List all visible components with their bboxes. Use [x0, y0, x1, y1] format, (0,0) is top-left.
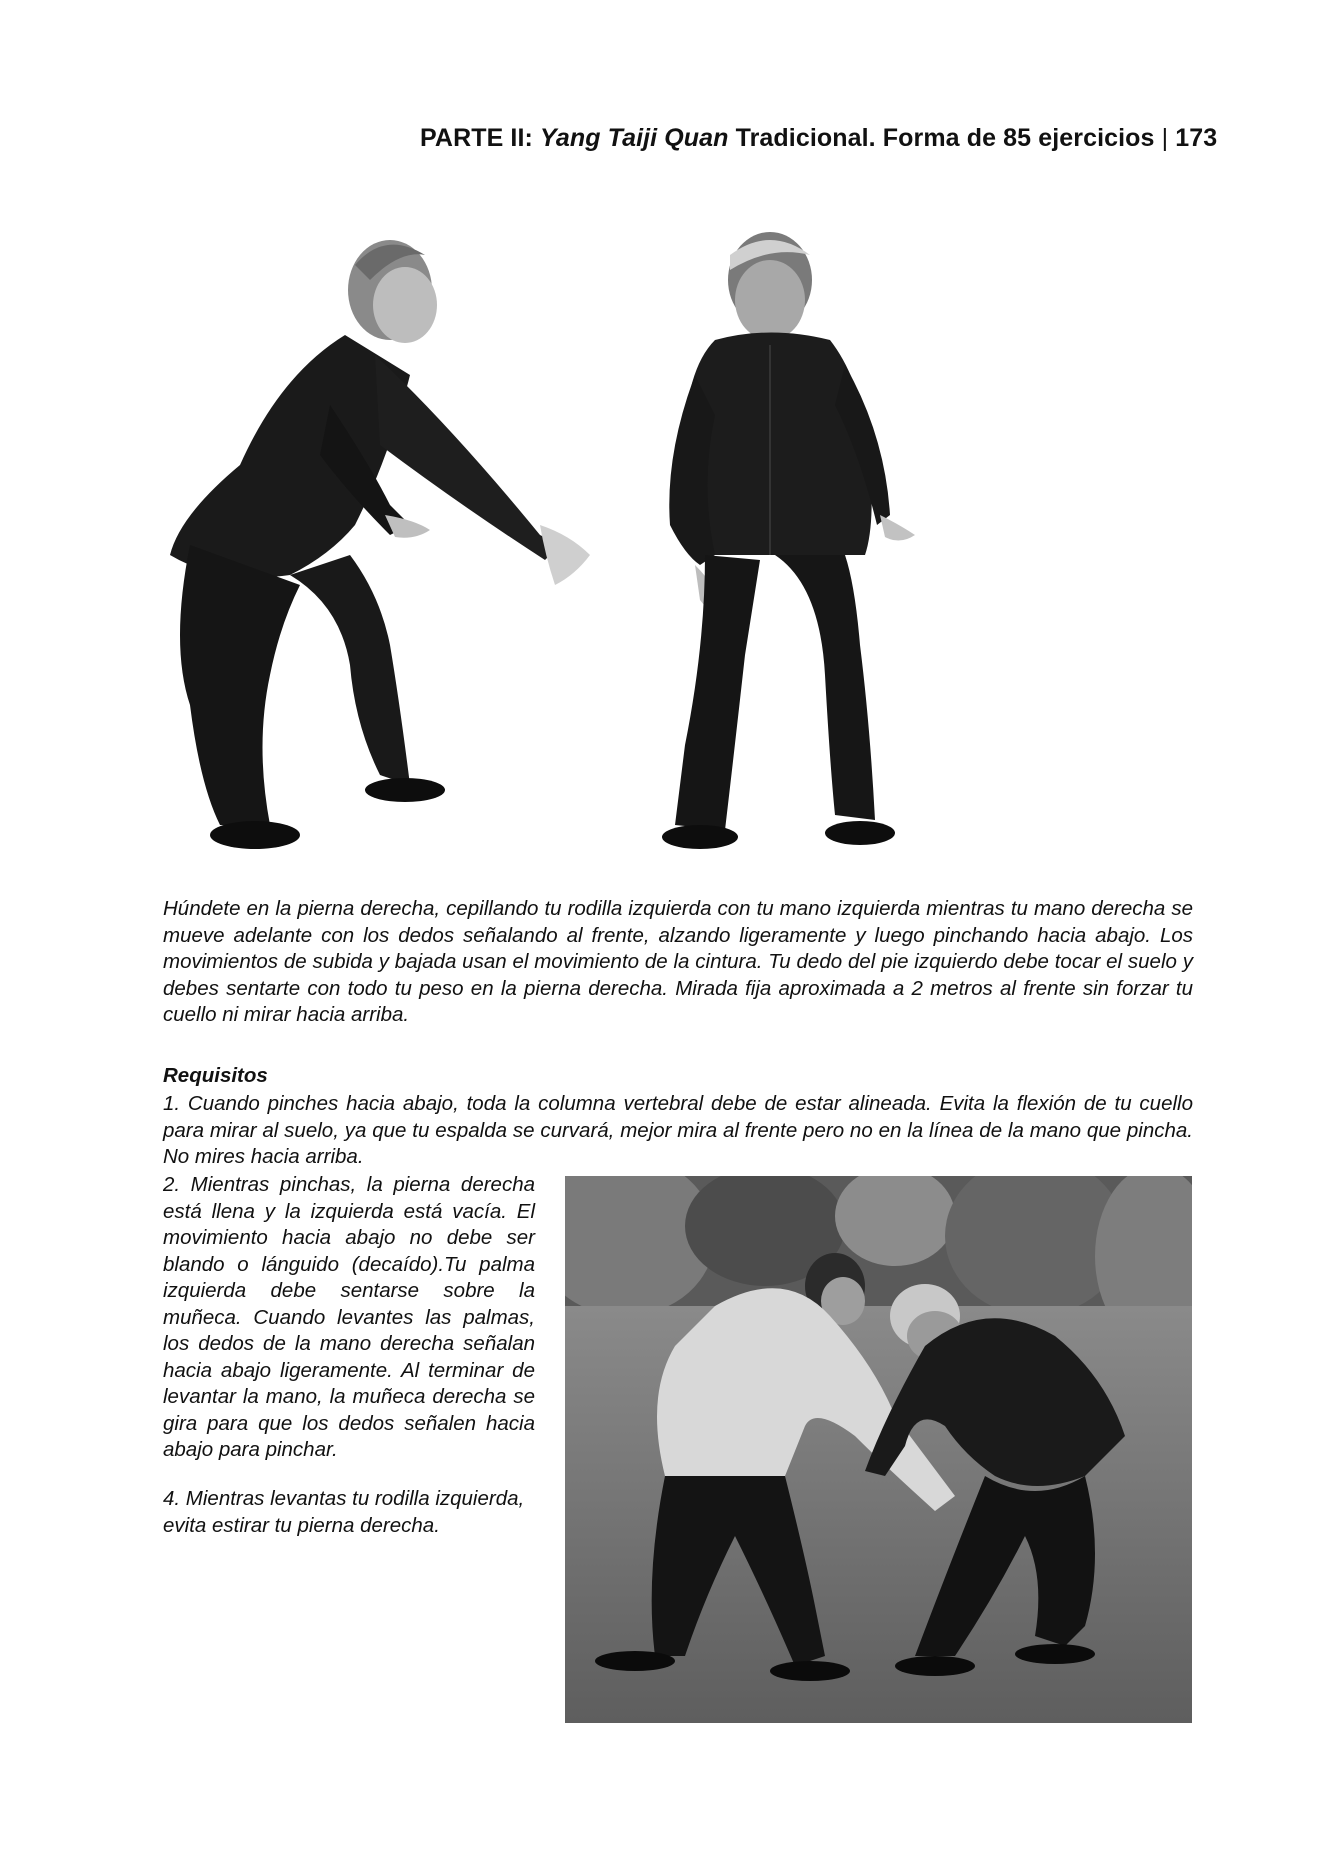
photo-two-people-training: [565, 1176, 1192, 1723]
photo-facing-front: [645, 225, 945, 865]
header-suffix: Tradicional. Forma de 85 ejercicios: [728, 124, 1155, 152]
requisito-4: 4. Mientras levantas tu rodilla izquierda, evita estirar tu pierna derecha.: [163, 1487, 525, 1537]
person-facing-front-photo-icon: [645, 225, 945, 865]
requisito-2: 2. Mientras pinchas, la pierna derecha está llena y la izquierda está vacía. El movimiento hacia abajo no debe ser blando o lánguido (decaído).Tu palma izquierda debe sentarse sobre la muñeca. Cuando levantes las palmas, los dedos de la mano derecha señalan hacia abajo ligeramente. Al terminar de levantar la mano, la muñeca derecha se gira para que los dedos señalen hacia abajo para pinchar.: [163, 1173, 535, 1461]
running-header: [420, 124, 1218, 153]
requisito-1: 1. Cuando pinches hacia abajo, toda la columna vertebral debe de estar alineada. Evita la flexión de tu cuello para mirar al suelo, ya que tu espalda se curvará, mejor mira al frente pero no en la línea de la mano que pincha. No mires hacia arriba.: [163, 1092, 1193, 1168]
header-separator: |: [1154, 124, 1176, 152]
photo-bending-profile: [160, 225, 590, 865]
header-title-italic: Yang Taiji Quan: [539, 124, 729, 152]
page-number: 173: [1175, 124, 1218, 152]
person-bending-forward-photo-icon: [160, 225, 590, 865]
header-prefix: PARTE II:: [420, 124, 540, 152]
requisitos-title: Requisitos: [163, 1064, 268, 1087]
main-paragraph: Húndete en la pierna derecha, cepillando tu rodilla izquierda con tu mano izquierda mientras tu mano derecha se mueve adelante con los dedos señalando al frente, alzando ligeramente y luego pinchando hacia abajo. Los movimientos de subida y bajada usan el movimiento de la cintura. Tu dedo del pie izquierdo debe tocar el suelo y debes sentarte con todo tu peso en la pierna derecha. Mirada fija aproximada a 2 metros al frente sin forzar tu cuello ni mirar hacia arriba.: [163, 897, 1193, 1026]
two-people-training-outdoors-photo-icon: [565, 1176, 1192, 1723]
